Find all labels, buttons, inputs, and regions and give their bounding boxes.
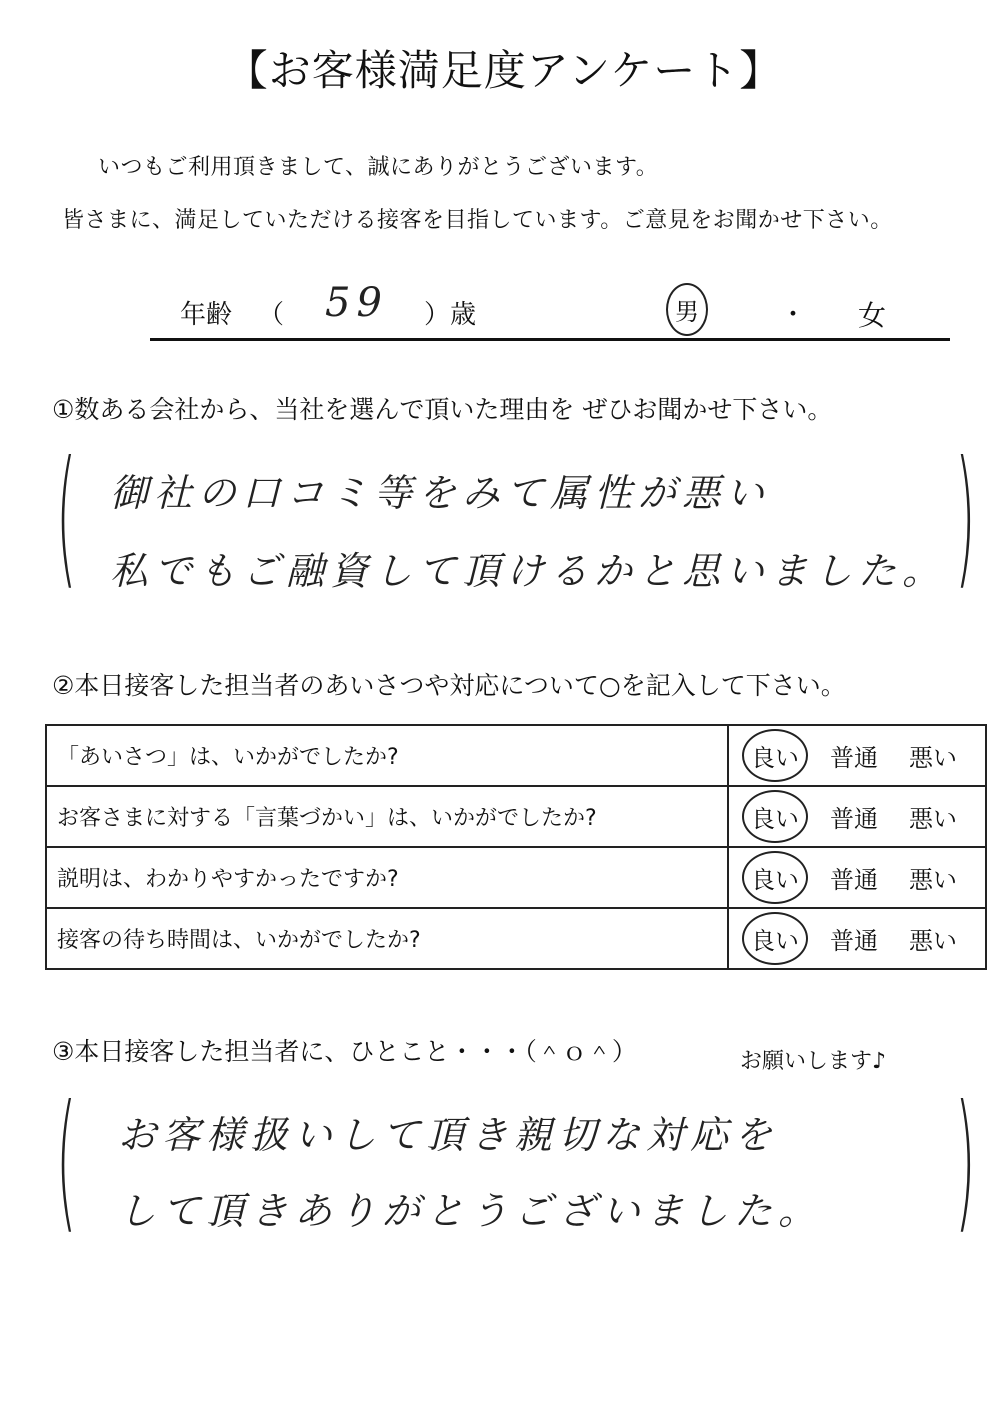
q3-note: お願いします♪ <box>740 1049 887 1074</box>
rating-question: 接客の待ち時間は、いかがでしたか? <box>46 908 728 969</box>
table-row <box>46 786 986 847</box>
q1-answer-line-2[interactable]: 私でもご融資して頂けるかと思いました。 <box>110 549 947 593</box>
rating-question: お客さまに対する「言葉づかい」は、いかがでしたか? <box>46 786 728 847</box>
gender-separator: ・ <box>780 300 807 330</box>
rating-question: 「あいさつ」は、いかがでしたか? <box>46 725 728 786</box>
rating-options <box>728 786 986 847</box>
option-normal[interactable]: 普通 <box>830 927 878 955</box>
option-bad[interactable]: 悪い <box>909 927 957 955</box>
table-row <box>46 725 986 786</box>
option-bad[interactable]: 悪い <box>909 866 957 894</box>
q1-open-bracket: ( <box>56 430 77 604</box>
option-bad[interactable]: 悪い <box>909 805 957 833</box>
age-label: 年齢 <box>180 300 233 330</box>
intro-line-2: 皆さまに、満足していただける接客を目指しています。ご意見をお聞かせ下さい。 <box>62 208 893 233</box>
rating-question: 説明は、わかりやすかったですか? <box>46 847 728 908</box>
option-good[interactable]: 良い <box>751 738 799 773</box>
rating-options <box>728 908 986 969</box>
option-good[interactable]: 良い <box>751 860 799 895</box>
q3-close-bracket: ) <box>955 1074 976 1248</box>
option-normal[interactable]: 普通 <box>830 805 878 833</box>
gender-female[interactable]: 女 <box>858 299 887 332</box>
q3-answer-line-2[interactable]: して頂きありがとうございました。 <box>118 1189 823 1233</box>
gender-male[interactable] <box>675 292 699 327</box>
rating-table <box>45 724 987 970</box>
q3-open-bracket: ( <box>56 1074 77 1248</box>
table-row <box>46 908 986 969</box>
age-open-paren: （ <box>258 300 285 330</box>
rating-options <box>728 847 986 908</box>
option-good[interactable]: 良い <box>751 799 799 834</box>
q3-label: ③本日接客した担当者に、ひとこと・・・（＾ｏ＾） <box>52 1037 637 1066</box>
q3-answer-line-1[interactable]: お客様扱いして頂き親切な対応を <box>118 1113 779 1157</box>
q1-close-bracket: ) <box>955 430 976 604</box>
q2-label: ②本日接客した担当者のあいさつや対応について○を記入して下さい。 <box>52 671 846 700</box>
age-value-handwritten[interactable]: 59 <box>325 280 388 326</box>
option-good[interactable]: 良い <box>751 921 799 956</box>
survey-title: 【お客様満足度アンケート】 <box>225 46 783 95</box>
option-bad[interactable]: 悪い <box>909 744 957 772</box>
rating-options <box>728 725 986 786</box>
option-normal[interactable]: 普通 <box>830 744 878 772</box>
age-gender-underline <box>150 338 950 341</box>
gender-male-label: 男 <box>675 292 699 327</box>
age-close-suffix: ）歳 <box>424 300 477 330</box>
option-normal[interactable]: 普通 <box>830 866 878 894</box>
intro-line-1: いつもご利用頂きまして、誠にありがとうございます。 <box>98 155 659 180</box>
q1-answer-line-1[interactable]: 御社の口コミ等をみて属性が悪い <box>110 471 771 515</box>
table-row <box>46 847 986 908</box>
q1-label: ①数ある会社から、当社を選んで頂いた理由を ぜひお聞かせ下さい。 <box>52 395 833 424</box>
